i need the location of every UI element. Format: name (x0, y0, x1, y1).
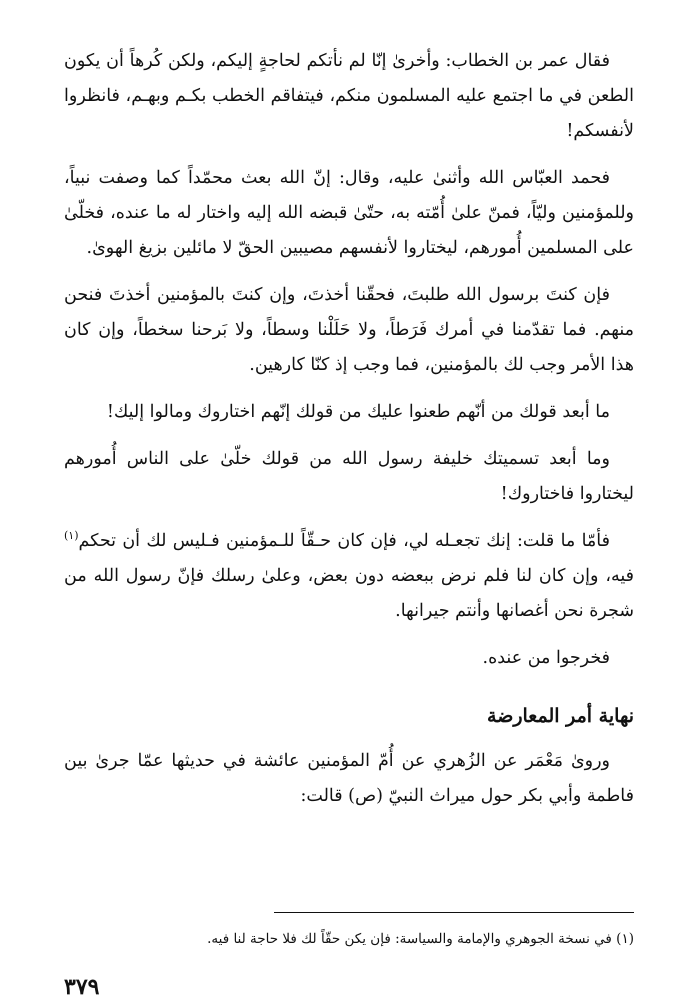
footnote: (١) في نسخة الجوهري والإمامة والسياسة: فإن يكن حقّاً لك فلا حاجة لنا فيه. (207, 931, 634, 947)
paragraph-7: فخرجوا من عنده. (482, 648, 610, 668)
section-heading: نهاية أمر المعارضة (487, 705, 634, 727)
paragraph-5: وما أبعد تسميتك خليفة رسول الله من قولك خلّىٰ على الناس أُمورهم ليختاروا فاختاروك! (64, 449, 634, 504)
paragraph-3: فإن كنتَ برسول الله طلبتَ، فحقّنا أخذتَ، وإن كنتَ بالمؤمنين أخذتَ فنحن منهم. فما تقدّمنا في أمرك فَرَطاً، ولا حَلَلْنا وسطاً، ولا بَرحنا سخطاً، وإن كان هذا الأمر وجب لك بالمؤمنين، فما وجب إذ كنّا كارهين. (64, 285, 634, 375)
paragraph-6-text-before: فأمّا ما قلت: إنك تجعـله لي، فإن كان حـقّاً للـمؤمنين فـليس لك أن تحكم (78, 531, 610, 551)
paragraph-8: وروىٰ مَعْمَر عن الزُهري عن أُمّ المؤمنين عائشة في حديثها عمّا جرىٰ بين فاطمة وأبي بكر حول ميراث النبيّ (ص) قالت: (64, 751, 634, 806)
paragraph-1: فقال عمر بن الخطاب: وأخرىٰ إنّا لم نأتكم لحاجةٍ إليكم، ولكن كُرهاً أن يكون الطعن في ما اجتمع عليه المسلمون منكم، فيتفاقم الخطب بكـم وبهـم، فانظروا لأنفسكم! (64, 51, 634, 141)
paragraph-4: ما أبعد قولك من أنّهم طعنوا عليك من قولك إنّهم اختاروك ومالوا إليك! (106, 402, 610, 422)
paragraph-6-text-after: فيه، وإن كان لنا فلم نرض ببعضه دون بعض، وعلىٰ رسلك فإنّ رسول الله من شجرة نحن أغصانها وأنتم جيرانها. (64, 566, 634, 621)
page-number: ٣٧٩ (64, 974, 100, 1000)
page (64, 44, 634, 1000)
footnote-marker: (١) (64, 529, 79, 543)
paragraph-2: فحمد العبّاس الله وأثنىٰ عليه، وقال: إنّ الله بعث محمّداً كما وصفت نبياً، وللمؤمنين وليّاً، فمنّ علىٰ أُمّته به، حتّىٰ قبضه الله إليه واختار له ما عنده، فخلّىٰ على المسلمين أُمورهم، ليختاروا لأنفسهم مصيبين الحقّ لا مائلين بزيغ الهوىٰ. (64, 168, 634, 258)
paragraph-6 (64, 524, 634, 629)
footnote-divider (274, 912, 634, 913)
